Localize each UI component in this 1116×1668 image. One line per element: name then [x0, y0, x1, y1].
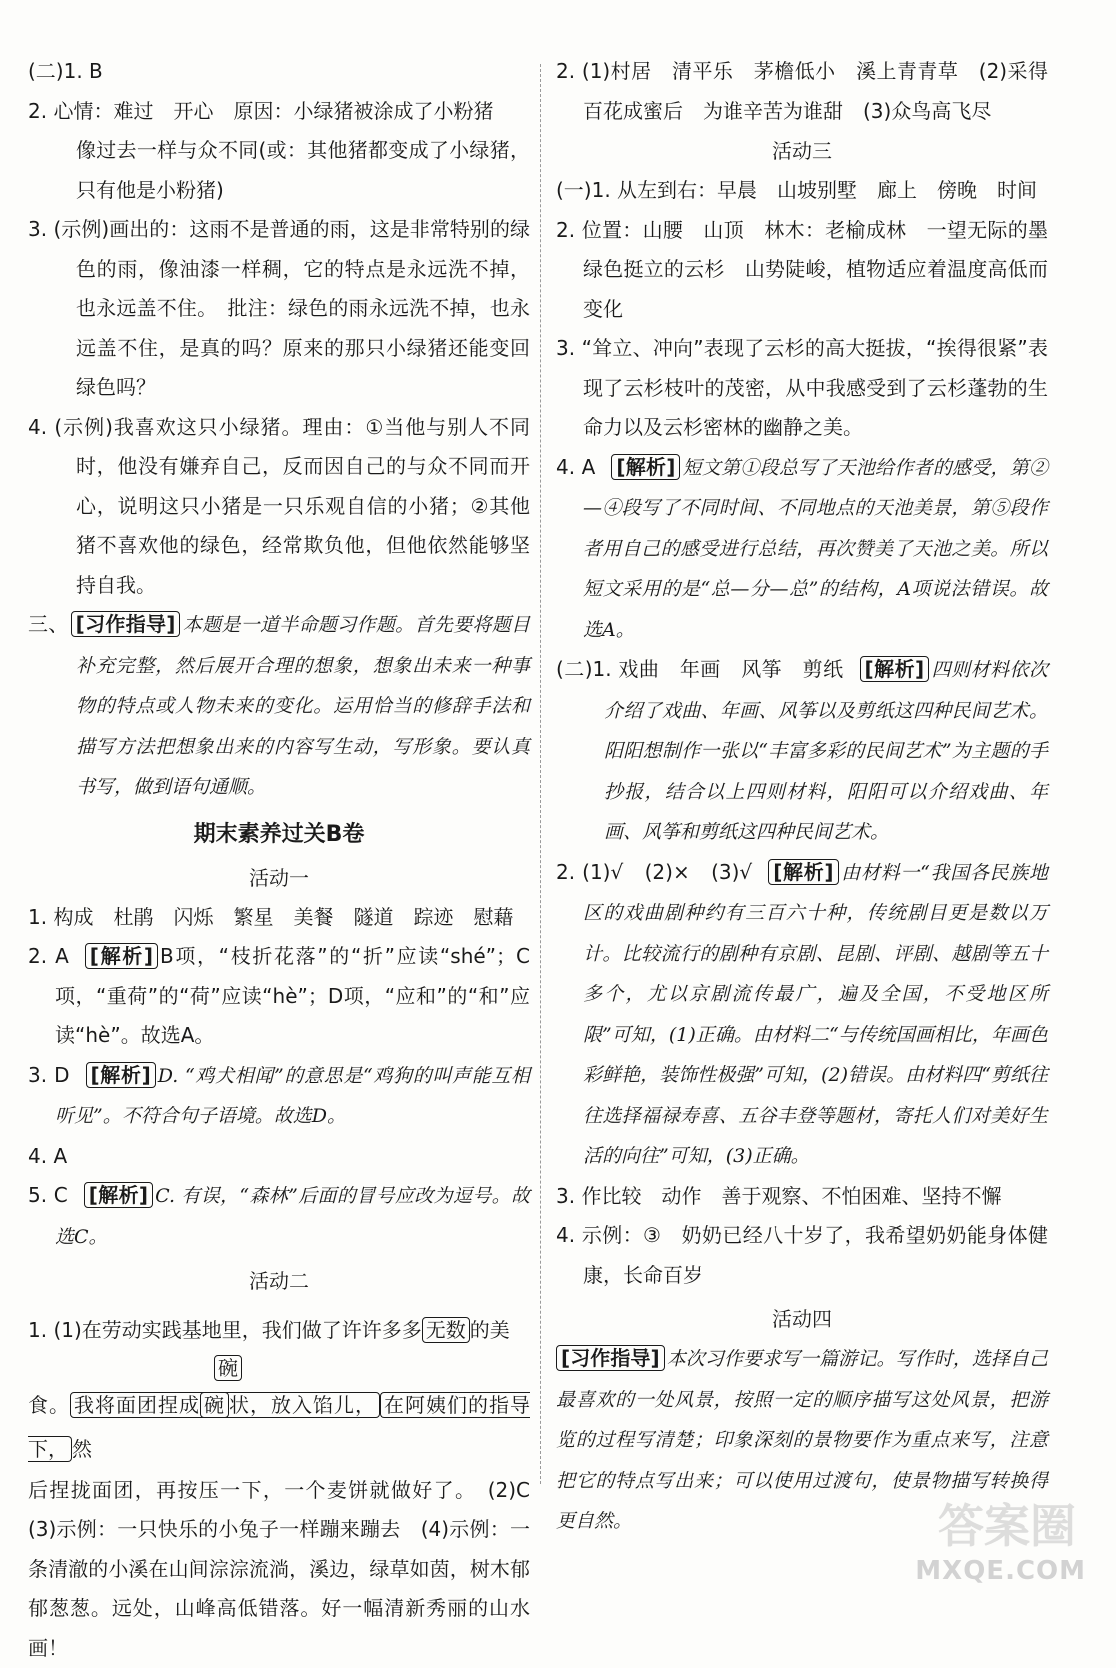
writing-guide-tag: [习作指导] — [556, 1345, 665, 1371]
b-answer-3 — [28, 1056, 530, 1137]
edited-sentence-a: 我将面团捏成 — [74, 1393, 200, 1417]
act2-line1-text: 1. (1)在劳动实践基地里，我们做了许许多多 — [28, 1318, 422, 1342]
b-answer-5-choice: 5. C — [28, 1183, 68, 1207]
activity-4-heading: 活动四 — [556, 1299, 1048, 1339]
answer-2-2: 2. 心情：难过 开心 原因：小绿猪被涂成了小粉猪 — [28, 92, 530, 132]
act3-answer-1: (一)1. 从左到右：早晨 山坡别墅 廊上 傍晚 时间 — [556, 171, 1048, 211]
edited-sentence-box — [70, 1392, 380, 1418]
activity-1-heading: 活动一 — [28, 858, 530, 898]
edited-sentence-b: 状，放入馅儿， — [229, 1393, 376, 1417]
b-answer-4: 4. A — [28, 1137, 530, 1177]
section-number: 三、 — [28, 612, 69, 636]
act2-answer-rest: 后捏拢面团，再按压一下，一个麦饼就做好了。 (2)C (3)示例：一只快乐的小兔子一样蹦来蹦去 (4)示例：一条清澈的小溪在山间淙淙流淌，溪边，绿草如茵，树木郁郁葱葱。远处，山峰高低错落。好一幅清新秀丽的山水画！ — [28, 1471, 530, 1668]
analysis-tag: [解析] — [768, 859, 838, 885]
struck-word-box: 无数 — [422, 1317, 470, 1343]
moved-phrase-box: 在阿姨们的指导下， — [28, 1392, 530, 1462]
answer-2-1: (二)1. B — [28, 52, 530, 92]
act3-answer-4 — [556, 448, 1048, 651]
act4-writing-guide-text: 本次习作要求写一篇游记。写作时，选择自己最喜欢的一处风景，按照一定的顺序描写这处风景，把游览的过程写清楚；印象深刻的景物要作为重点来写，注意把它的特点写出来；可以使用过渡句，使景物描写转换得更自然。 — [556, 1348, 1048, 1532]
answer-2-3: 3. (示例)画出的：这雨不是普通的雨，这是非常特别的绿色的雨，像油漆一样稠，它的特点是永远洗不掉，也永远盖不住。 批注：绿色的雨永远洗不掉，也永远盖不住，是真的吗？原来的那只小绿猪还能变回绿色吗？ — [28, 210, 530, 408]
writing-guide-text: 本题是一道半命题习作题。首先要将题目补充完整，然后展开合理的想象，想象出未来一种事物的特点或人物未来的变化。运用恰当的修辞手法和描写方法把想象出来的内容写生动，写形象。要认真书写，做到语句通顺。 — [76, 614, 530, 798]
act2-line1-end: 的美 — [470, 1318, 510, 1342]
act3-answer-4-choice: 4. A — [556, 455, 595, 479]
b-answer-2 — [28, 937, 530, 1056]
act3-part2-answer-1 — [556, 650, 1048, 853]
exam-b-title: 期末素养过关B卷 — [28, 812, 530, 858]
wrong-char-box: 碗 — [200, 1392, 229, 1418]
act3-answer-2: 2. 位置：山腰 山顶 林木：老榆成林 一望无际的墨绿色挺立的云杉 山势陡峻，植物适应着温度高低而变化 — [556, 211, 1048, 330]
act3-part2-answer-2-analysis: 由材料一“我国各民族地区的戏曲剧种约有三百六十种，传统剧目更是数以万计。比较流行的剧种有京剧、昆剧、评剧、越剧等五十多个，尤以京剧流传最广，遍及全国，不受地区所限”可知，(1)正确。由材料二“与传统国画相比，年画色彩鲜艳，装饰性极强”可知，(2)错误。由材料四“剪纸往往选择福禄寿喜、五谷丰登等题材，寄托人们对美好生活的向往”可知，(3)正确。 — [583, 862, 1048, 1168]
b-answer-5 — [28, 1176, 530, 1257]
analysis-tag: [解析] — [611, 454, 680, 480]
answer-2-2-cont: 像过去一样与众不同(或：其他猪都变成了小绿猪，只有他是小粉猪) — [28, 131, 530, 210]
watermark-url: MXQE.COM — [915, 1556, 1086, 1586]
column-divider — [540, 64, 541, 1484]
act2-line2-end: 然 — [72, 1437, 92, 1461]
activity-2-heading: 活动二 — [28, 1261, 530, 1301]
activity-3-heading: 活动三 — [556, 131, 1048, 171]
watermark-logo: 答案圈 — [938, 1490, 1076, 1556]
b-answer-1: 1. 构成 杜鹃 闪烁 繁星 美餐 隧道 踪迹 慰藉 — [28, 898, 530, 938]
act3-part2-answer-1-analysis: 四则材料依次介绍了戏曲、年画、风筝以及剪纸这四种民间艺术。阳阳想制作一张以“丰富多彩的民间艺术”为主题的手抄报，结合以上四则材料，阳阳可以介绍戏曲、年画、风筝和剪纸这四种民间艺术。 — [604, 659, 1048, 843]
answer-3-writing — [28, 605, 530, 808]
act3-part2-answer-1-text: (二)1. 戏曲 年画 风筝 剪纸 — [556, 657, 844, 681]
act3-part2-answer-3: 3. 作比较 动作 善于观察、不怕困难、坚持不懈 — [556, 1177, 1048, 1217]
b-answer-2-analysis: B项，“枝折花落”的“折”应读“shé”；C项，“重荷”的“荷”应读“hè”；D项，“应和”的“和”应读“hè”。故选A。 — [55, 944, 530, 1047]
analysis-tag: [解析] — [86, 1062, 156, 1088]
b-answer-2-choice: 2. A — [28, 944, 69, 968]
right-column — [556, 52, 1048, 1560]
analysis-tag: [解析] — [84, 1182, 153, 1208]
act3-part2-answer-2 — [556, 853, 1048, 1177]
answer-c-2: 2. (1)村居 清平乐 茅檐低小 溪上青青草 (2)采得百花成蜜后 为谁辛苦为谁甜 (3)众鸟高飞尽 — [556, 52, 1048, 131]
analysis-tag: [解析] — [85, 943, 158, 969]
correction-char: 碗 — [214, 1355, 242, 1381]
b-answer-5-analysis: C. 有误，“森林”后面的冒号应改为逗号。故选C。 — [55, 1185, 530, 1248]
correction-mark — [28, 1353, 530, 1383]
act2-line2-start: 食。 — [28, 1393, 70, 1417]
writing-guide-tag: [习作指导] — [71, 611, 181, 637]
act3-part2-answer-4: 4. 示例：③ 奶奶已经八十岁了，我希望奶奶能身体健康，长命百岁 — [556, 1216, 1048, 1295]
act3-answer-4-analysis: 短文第①段总写了天池给作者的感受，第②—④段写了不同时间、不同地点的天池美景，第⑤段作者用自己的感受进行总结，再次赞美了天池之美。所以短文采用的是“总—分—总”的结构，A项说法错误。故选A。 — [583, 457, 1048, 641]
analysis-tag: [解析] — [860, 656, 930, 682]
act3-answer-3: 3. “耸立、冲向”表现了云杉的高大挺拔，“挨得很紧”表现了云杉枝叶的茂密，从中我感受到了云杉蓬勃的生命力以及云杉密林的幽静之美。 — [556, 329, 1048, 448]
left-column — [28, 52, 530, 1560]
act2-answer-1-line2 — [28, 1383, 530, 1471]
answer-2-4: 4. (示例)我喜欢这只小绿猪。理由：①当他与别人不同时，他没有嫌弃自己，反而因自己的与众不同而开心，说明这只小猪是一只乐观自信的小猪；②其他猪不喜欢他的绿色，经常欺负他，但他依然能够坚持自我。 — [28, 408, 530, 606]
act3-part2-answer-2-marks: 2. (1)√ (2)× (3)√ — [556, 860, 752, 884]
b-answer-3-analysis: D. “鸡犬相闻”的意思是“鸡狗的叫声能互相听见”。不符合句子语境。故选D。 — [55, 1065, 530, 1128]
b-answer-3-choice: 3. D — [28, 1063, 70, 1087]
act2-answer-1 — [28, 1311, 530, 1351]
